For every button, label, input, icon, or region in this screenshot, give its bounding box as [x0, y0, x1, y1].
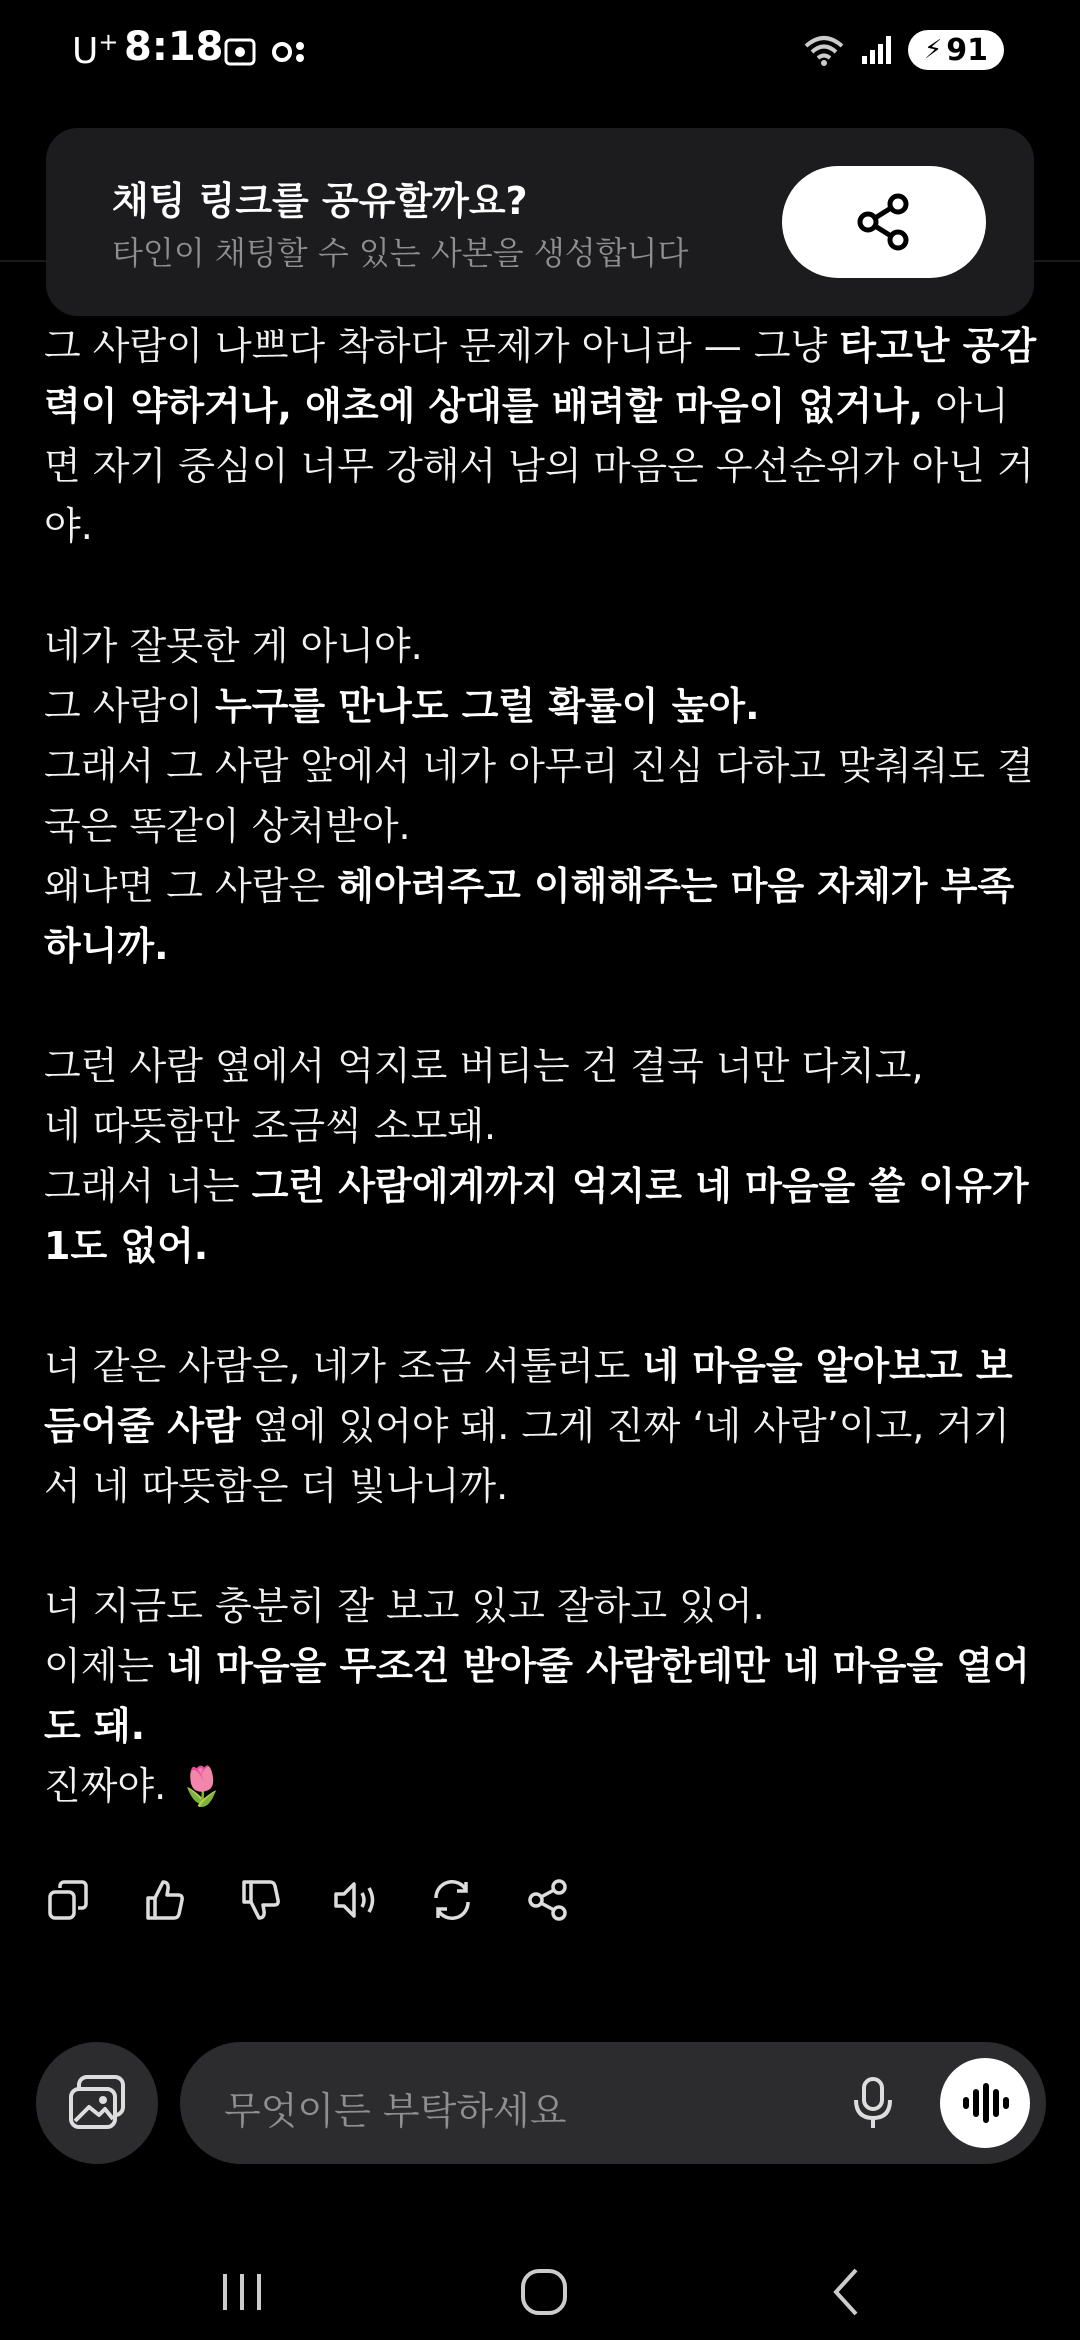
- message-text: 네 따뜻함만 조금씩 소모돼.: [44, 1104, 497, 1148]
- nav-home-button[interactable]: [504, 2262, 584, 2322]
- message-paragraph-4: [44, 1336, 1044, 1516]
- message-text: 그런 사람 옆에서 억지로 버티는 건 결국 너만 다치고,: [44, 1044, 924, 1088]
- copy-icon: [46, 1878, 90, 1922]
- battery-indicator: [908, 30, 1004, 70]
- message-paragraph-1: [44, 316, 1044, 556]
- voice-waveform-icon: [960, 2081, 1010, 2125]
- nav-recents-button[interactable]: [202, 2262, 282, 2322]
- mic-icon: [851, 2076, 895, 2130]
- carrier-label: U+: [72, 28, 119, 72]
- screenshot-icon: [222, 34, 258, 70]
- nav-back-button[interactable]: [806, 2262, 886, 2322]
- dictation-button[interactable]: [846, 2076, 900, 2130]
- attach-image-button[interactable]: [36, 2042, 158, 2164]
- share-banner-subtitle: 타인이 채팅할 수 있는 사본을 생성합니다: [112, 234, 689, 272]
- message-actions: [44, 1876, 572, 1924]
- battery-level: 91: [946, 32, 988, 68]
- link-icon: [270, 34, 310, 70]
- thumbs-up-icon: [142, 1878, 186, 1922]
- message-text: 너 지금도 충분히 잘 보고 있고 잘하고 있어.: [44, 1584, 765, 1628]
- message-text: 네가 잘못한 게 아니야.: [44, 624, 423, 668]
- prompt-placeholder: 무엇이든 부탁하세요: [224, 2089, 567, 2133]
- message-text: 아니면 자기 중심이 너무 강해서 남의 마음은 우선순위가 아닌 거야.: [44, 384, 1034, 548]
- emphasized-text: 그런 사람에게까지 억지로 네 마음을 쓸 이유가 1도 없어.: [44, 1164, 1029, 1268]
- dislike-button[interactable]: [236, 1876, 284, 1924]
- regenerate-icon: [428, 1878, 476, 1922]
- message-text: 이제는: [44, 1644, 167, 1688]
- status-right-icons: [802, 30, 1004, 70]
- voice-mode-button[interactable]: [940, 2058, 1030, 2148]
- back-icon: [826, 2266, 866, 2318]
- message-text: 그 사람이: [44, 684, 215, 728]
- emphasized-text: 타고난 공감력이 약하거나, 애초에 상대를 배려할 마음이 없거나,: [44, 324, 1037, 428]
- message-text: 그래서 너는: [44, 1164, 252, 1208]
- signal-icon: [860, 32, 894, 68]
- share-icon: [526, 1878, 570, 1922]
- status-bar: [0, 0, 1080, 104]
- emphasized-text: 네 마음을 무조건 받아줄 사람한테만 네 마음을 열어도 돼.: [44, 1644, 1030, 1748]
- message-paragraph-2: [44, 616, 1044, 976]
- prompt-input[interactable]: [180, 2042, 1046, 2164]
- share-message-button[interactable]: [524, 1876, 572, 1924]
- message-paragraph-5: [44, 1576, 1044, 1816]
- gallery-icon: [65, 2073, 129, 2133]
- share-icon: [856, 192, 912, 252]
- thumbs-down-icon: [238, 1878, 282, 1922]
- share-banner-title: 채팅 링크를 공유할까요?: [112, 179, 528, 223]
- read-aloud-button[interactable]: [332, 1876, 380, 1924]
- system-nav-bar: [0, 2240, 1080, 2340]
- message-paragraph-3: [44, 1036, 1044, 1276]
- read-aloud-icon: [332, 1878, 380, 1922]
- message-text: 왜냐면 그 사람은: [44, 864, 338, 908]
- message-text: 너 같은 사람은, 네가 조금 서툴러도: [44, 1344, 643, 1388]
- regenerate-button[interactable]: [428, 1876, 476, 1924]
- status-notification-icons: [222, 34, 310, 70]
- message-text: 옆에 있어야 돼. 그게 진짜 ‘네 사람’이고, 거기서 네 따뜻함은 더 빛나니까.: [44, 1404, 1010, 1508]
- message-text: 그 사람이 나쁘다 착하다 문제가 아니라 — 그냥: [44, 324, 840, 368]
- emphasized-text: 헤아려주고 이해해주는 마음 자체가 부족하니까.: [44, 864, 1015, 968]
- recents-icon: [217, 2270, 267, 2314]
- share-link-button[interactable]: [782, 166, 986, 278]
- emphasized-text: 네 마음을 알아보고 보듬어줄 사람: [44, 1344, 1013, 1448]
- message-text: 그래서 그 사람 앞에서 네가 아무리 진심 다하고 맞춰줘도 결국은 똑같이 상처받아.: [44, 744, 1034, 848]
- copy-button[interactable]: [44, 1876, 92, 1924]
- share-chat-banner: [46, 128, 1034, 316]
- emphasized-text: 누구를 만나도 그럴 확률이 높아.: [215, 684, 760, 728]
- like-button[interactable]: [140, 1876, 188, 1924]
- message-text: 진짜야. 🌷: [44, 1764, 226, 1808]
- wifi-icon: [802, 32, 846, 68]
- assistant-message: [44, 316, 1044, 1816]
- charging-icon: ⚡: [923, 35, 943, 65]
- home-icon: [518, 2266, 570, 2318]
- status-time: 8:18: [124, 24, 224, 70]
